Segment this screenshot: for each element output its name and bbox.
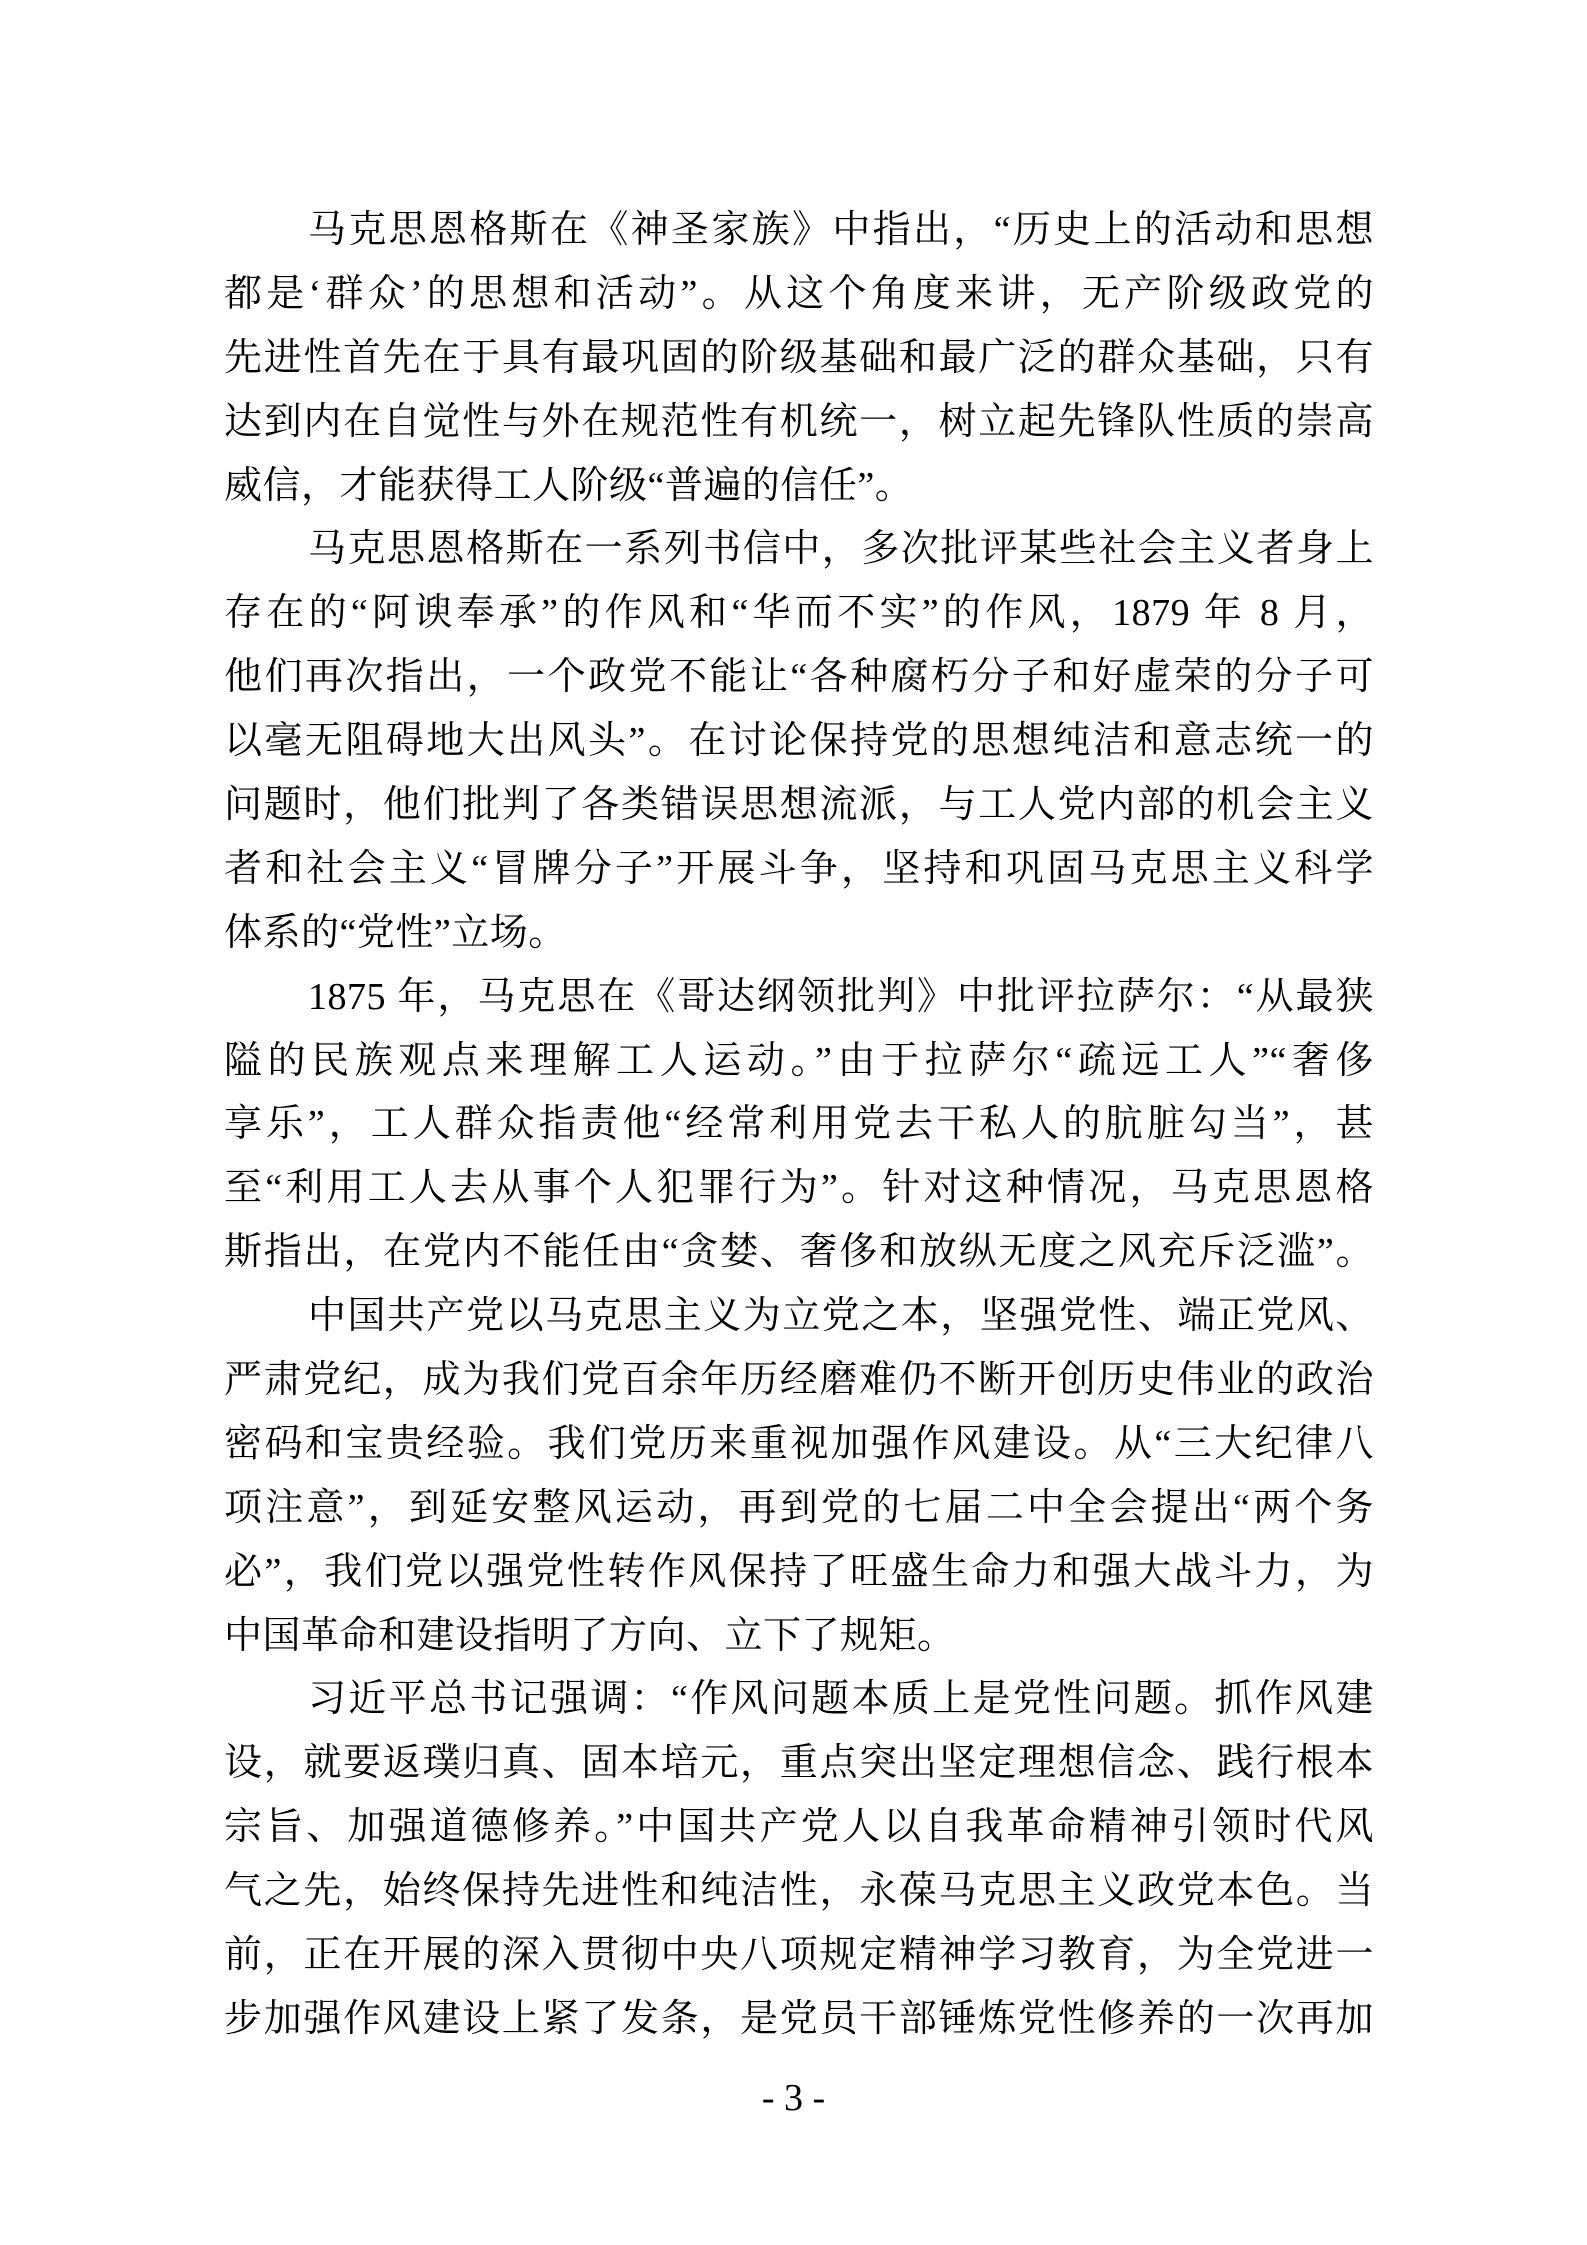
text-line: 必”，我们党以强党性转作风保持了旺盛生命力和强大战斗力，为 xyxy=(224,1550,1374,1593)
text-line: 设，就要返璞归真、固本培元，重点突出坚定理想信念、践行根本 xyxy=(224,1742,1374,1785)
text-line: 以毫无阻碍地大出风头”。在讨论保持党的思想纯洁和意志统一的 xyxy=(224,720,1374,763)
text-line: 项注意”，到延安整风运动，再到党的七届二中全会提出“两个务 xyxy=(224,1486,1374,1529)
text-line: 他们再次指出，一个政党不能让“各种腐朽分子和好虚荣的分子可 xyxy=(224,656,1374,699)
text-line: 达到内在自觉性与外在规范性有机统一，树立起先锋队性质的崇高 xyxy=(224,400,1374,443)
text-line: 气之先，始终保持先进性和纯洁性，永葆马克思主义政党本色。当 xyxy=(224,1870,1374,1913)
text-line: 存在的“阿谀奉承”的作风和“华而不实”的作风，1879 年 8 月， xyxy=(224,592,1374,635)
text-line: 密码和宝贵经验。我们党历来重视加强作风建设。从“三大纪律八 xyxy=(224,1422,1374,1465)
text-line: 问题时，他们批判了各类错误思想流派，与工人党内部的机会主义 xyxy=(224,784,1374,827)
text-line: 隘的民族观点来理解工人运动。”由于拉萨尔“疏远工人”“奢侈 xyxy=(224,1039,1374,1082)
text-line: 严肃党纪，成为我们党百余年历经磨难仍不断开创历史伟业的政治 xyxy=(224,1359,1374,1402)
text-line: 步加强作风建设上紧了发条，是党员干部锤炼党性修养的一次再加 xyxy=(224,1997,1374,2040)
text-line: 前，正在开展的深入贯彻中央八项规定精神学习教育，为全党进一 xyxy=(224,1934,1374,1977)
text-line: 1875 年，马克思在《哥达纲领批判》中批评拉萨尔：“从最狭 xyxy=(308,975,1374,1018)
page-number: - 3 - xyxy=(761,2077,826,2119)
text-line: 中国共产党以马克思主义为立党之本，坚强党性、端正党风、 xyxy=(308,1295,1374,1338)
text-line: 宗旨、加强道德修养。”中国共产党人以自我革命精神引领时代风 xyxy=(224,1806,1374,1849)
text-line: 中国革命和建设指明了方向、立下了规矩。 xyxy=(224,1614,956,1657)
text-line: 先进性首先在于具有最巩固的阶级基础和最广泛的群众基础，只有 xyxy=(224,336,1374,379)
text-line: 者和社会主义“冒牌分子”开展斗争，坚持和巩固马克思主义科学 xyxy=(224,847,1374,890)
text-line: 威信，才能获得工人阶级“普遍的信任”。 xyxy=(224,464,914,507)
text-line: 马克思恩格斯在《神圣家族》中指出，“历史上的活动和思想 xyxy=(308,209,1374,251)
text-line: 至“利用工人去从事个人犯罪行为”。针对这种情况，马克思恩格 xyxy=(224,1167,1374,1210)
text-line: 斯指出，在党内不能任由“贪婪、奢侈和放纵无度之风充斥泛滥”。 xyxy=(224,1231,1374,1274)
text-line: 享乐”，工人群众指责他“经常利用党去干私人的肮脏勾当”，甚 xyxy=(224,1103,1374,1146)
text-line: 习近平总书记强调：“作风问题本质上是党性问题。抓作风建 xyxy=(308,1678,1374,1721)
text-line: 体系的“党性”立场。 xyxy=(224,911,567,954)
document-body xyxy=(224,199,1374,2052)
text-line: 都是‘群众’的思想和活动”。从这个角度来讲，无产阶级政党的 xyxy=(224,272,1374,315)
text-line: 马克思恩格斯在一系列书信中，多次批评某些社会主义者身上 xyxy=(308,528,1374,571)
